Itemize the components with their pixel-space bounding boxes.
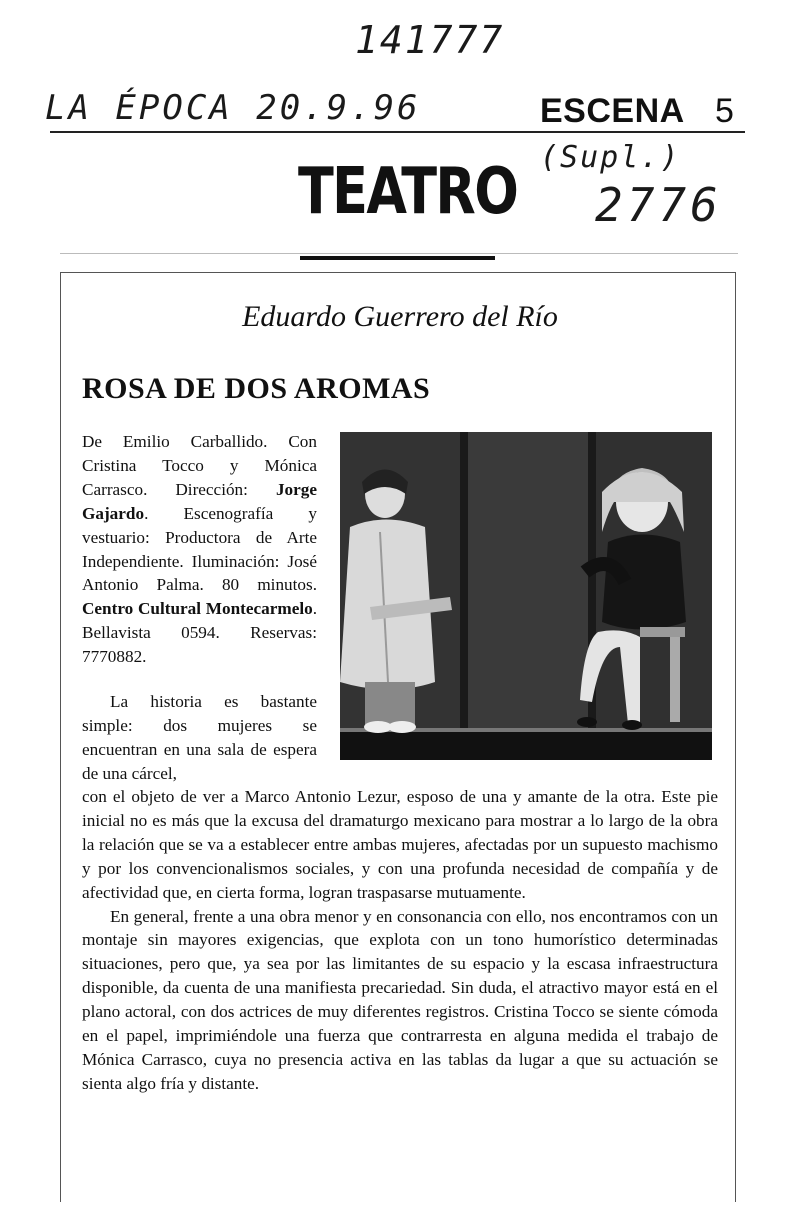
production-photo — [340, 432, 712, 760]
credits-director: Jorge Gajardo — [82, 479, 317, 523]
handwritten-source-date: LA ÉPOCA 20.9.96 — [45, 88, 421, 128]
article-intro — [82, 690, 317, 786]
credits-text: . Escenografía y vestuario: Productora de Arte Independiente. Iluminación: José Antonio Palma. 80 minutos. — [82, 503, 317, 595]
photo-illustration — [340, 432, 712, 760]
divider — [60, 253, 738, 254]
handwritten-page-number: 2776 — [595, 178, 722, 232]
play-credits — [82, 430, 317, 669]
header-rule — [50, 131, 745, 133]
section-title: TEATRO — [298, 155, 518, 229]
intro-paragraph: La historia es bastante simple: dos mujeres se encuentran en una sala de espera de una cárcel, — [82, 692, 317, 783]
section-page-number: 5 — [715, 92, 734, 130]
article-author: Eduardo Guerrero del Río — [242, 300, 558, 333]
handwritten-supplement-note: (Supl.) — [540, 140, 681, 175]
article-title: ROSA DE DOS AROMAS — [82, 372, 431, 405]
credits-text: De Emilio Carballido. Con Cristina Tocco y Mónica Carrasco. Dirección: — [82, 432, 317, 499]
credits-text: . Bellavista 0594. Reservas: 7770882. — [82, 599, 317, 667]
body-paragraph: con el objeto de ver a Marco Antonio Lezur, esposo de una y amante de la otra. Este pie inicial no es más que la excusa del dramaturgo mexicano para mostrar a lo largo de la obra la relación que se va a establecer entre ambas mujeres, afectadas por un supuesto machismo y por los convencionalismos sociales, y con una profunda necesidad de compañía y de afectividad que, en cierta forma, logran traspasarse mutuamente. — [82, 787, 718, 902]
title-underline — [300, 256, 495, 260]
body-paragraph: En general, frente a una obra menor y en consonancia con ello, nos encontramos con un montaje sin mayores exigencias, que explota con un tono humorístico determinadas situaciones, pero que, ya sea por las limitantes de su espacio y la escasa infraestructura disponible, da cuenta de una manifiesta precariedad. Sin duda, el atractivo mayor está en el plano actoral, con dos actrices de muy diferentes registros. Cristina Tocco se siente cómoda en el papel, imprimiéndole una fuerza que contrarresta en alguna medida el trabajo de Mónica Carrasco, cuya no presencia activa en las tablas da lugar a que su actuación se sienta algo fría y distante. — [82, 906, 718, 1093]
credits-venue: Centro Cultural Montecarmelo — [82, 599, 313, 619]
handwritten-archive-number: 141777 — [355, 18, 505, 62]
section-label: ESCENA — [540, 92, 685, 130]
article-body — [82, 785, 718, 1096]
